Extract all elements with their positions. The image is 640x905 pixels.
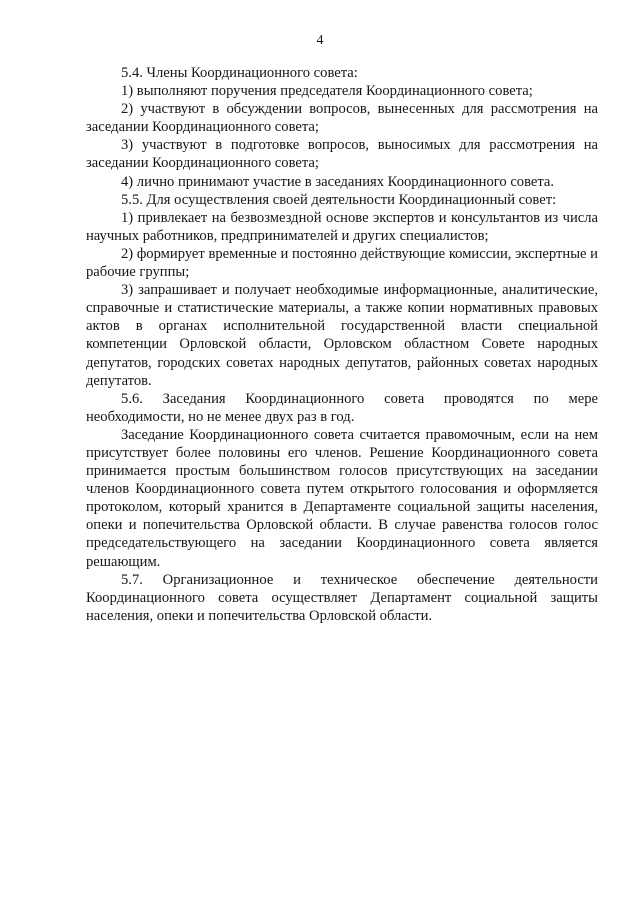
paragraph-5-4-item-4: 4) лично принимают участие в заседаниях Координационного совета.: [121, 173, 555, 190]
paragraph-5-5-item-2: 2) формирует временные и постоянно действующие комиссии, экспертные и рабочие группы;: [86, 245, 598, 281]
paragraph-5-5: 5.5. Для осуществления своей деятельности Координационный совет:: [121, 191, 557, 208]
paragraph-5-5-item-3: 3) запрашивает и получает необходимые информационные, аналитические, справочные и статистические материалы, а также копии нормативных правовых актов в органах исполнительной государственной власти специальной компетенции Орловской области, Орловском областном Совете народных депутатов, городских советах народных депутатов, районных советах народных депутатов.: [86, 282, 598, 389]
document-body: [86, 64, 598, 625]
paragraph-5-6: 5.6. Заседания Координационного совета проводятся по мере необходимости, но не менее двух раз в год.: [86, 390, 598, 425]
page-number: 4: [316, 33, 324, 48]
paragraph-5-4-item-3: 3) участвуют в подготовке вопросов, выносимых для рассмотрения на заседании Координационного совета;: [86, 137, 598, 172]
paragraph-5-4-item-2: 2) участвуют в обсуждении вопросов, вынесенных для рассмотрения на заседании Координационного совета;: [86, 101, 598, 136]
paragraph-quorum: Заседание Координационного совета считается правомочным, если на нем присутствует более половины его членов. Решение Координационного совета принимается простым большинством голосов присутствующих на заседании членов Координационного совета путем открытого голосования и оформляется протоколом, который хранится в Департаменте социальной защиты населения, опеки и попечительства Орловской области. В случае равенства голосов голос председательствующего на заседании Координационного совета является решающим.: [86, 426, 598, 570]
paragraph-5-4-item-1: 1) выполняют поручения председателя Координационного совета;: [121, 83, 533, 100]
paragraph-5-5-item-1: 1) привлекает на безвозмездной основе экспертов и консультантов из числа научных работников, предпринимателей и других специалистов;: [86, 209, 598, 244]
paragraph-5-4: 5.4. Члены Координационного совета:: [121, 65, 358, 81]
paragraph-5-7: 5.7. Организационное и техническое обеспечение деятельности Координационного совета осуществляет Департамент социальной защиты населения, опеки и попечительства Орловской области.: [86, 571, 598, 624]
